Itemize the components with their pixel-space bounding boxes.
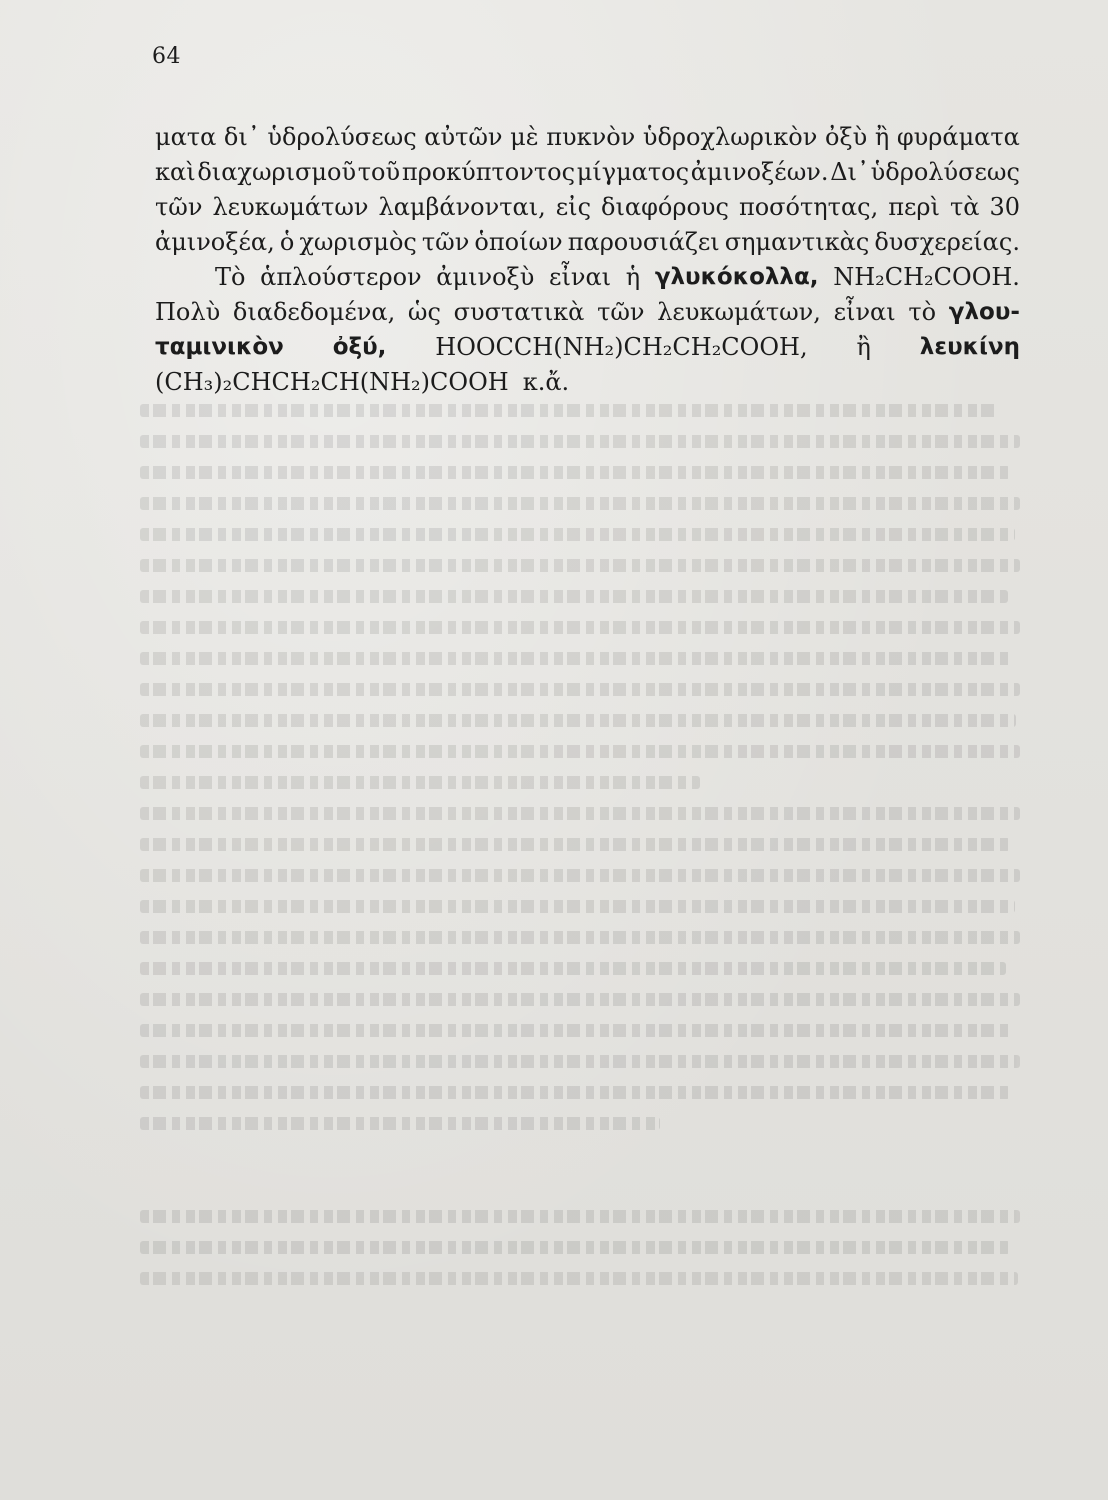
word: εἰς — [555, 193, 592, 221]
word: ὀξὺ — [824, 123, 868, 151]
word: τὸ — [908, 298, 937, 326]
word: παρουσιάζει — [567, 228, 720, 256]
word: ἢ — [856, 333, 871, 361]
word: περὶ — [888, 193, 940, 221]
word: κ.ἄ. — [522, 368, 570, 396]
word: διαδεδομένα, — [232, 298, 396, 326]
text-line-2 — [155, 155, 1020, 190]
word: λευκωμάτων — [212, 193, 369, 221]
word: τῶν — [155, 193, 203, 221]
word: αὐτῶν — [424, 123, 503, 151]
word: εἶναι — [549, 263, 612, 291]
bleed-through-text — [140, 395, 1020, 1315]
text-line-7 — [155, 330, 1020, 365]
text-line-8 — [155, 365, 1020, 400]
bold-term: γλου- — [948, 299, 1020, 325]
word: ὑδροχλωρικὸν — [642, 123, 818, 151]
word: χωρισμὸς — [299, 228, 417, 256]
text-line-1 — [155, 120, 1020, 155]
word: ὁ — [279, 228, 295, 256]
bold-term: ταμινικὸν — [155, 334, 284, 360]
word: συστατικὰ — [453, 298, 585, 326]
word: δι᾿ — [223, 123, 260, 151]
word: ὑδρολύσεως — [870, 158, 1020, 186]
bold-term: λευκίνη — [919, 334, 1020, 360]
body-text — [155, 120, 1020, 400]
chemical-formula: (CH₃)₂CHCH₂CH(NH₂)COOH — [155, 368, 509, 396]
word: ὁποίων — [474, 228, 563, 256]
bold-term: γλυκόκολλα, — [654, 264, 819, 290]
word: Τὸ — [215, 263, 246, 291]
word: σημαντικὰς — [724, 228, 870, 256]
text-line-3 — [155, 190, 1020, 225]
word: ἢ — [874, 123, 890, 151]
word: ἀμινοξέων. — [690, 158, 829, 186]
word: 30 — [989, 193, 1020, 221]
word: ὑδρολύσεως — [267, 123, 417, 151]
word: εἶναι — [833, 298, 896, 326]
word: ματα — [155, 123, 217, 151]
word: ἁπλούστερον — [260, 263, 422, 291]
text-line-6 — [155, 295, 1020, 330]
word: λαμβάνονται, — [378, 193, 546, 221]
word: δυσχερείας. — [874, 228, 1020, 256]
chemical-formula: HOOCCH(NH₂)CH₂CH₂COOH, — [435, 333, 808, 361]
word: ὡς — [407, 298, 441, 326]
word: μὲ — [510, 123, 539, 151]
word: πυκνὸν — [546, 123, 636, 151]
word: ἀμινοξὺ — [436, 263, 535, 291]
chemical-formula: NH₂CH₂COOH. — [833, 263, 1020, 291]
word: τῶν — [597, 298, 645, 326]
word: διαχωρισμοῦ — [197, 158, 357, 186]
word: τῶν — [421, 228, 470, 256]
word: μίγματος — [576, 158, 690, 186]
word: Πολὺ — [155, 298, 221, 326]
word: τὰ — [949, 193, 980, 221]
word: ἀμινοξέα, — [155, 228, 275, 256]
word: προκύπτοντος — [401, 158, 576, 186]
word: διαφόρους — [601, 193, 729, 221]
word: ποσότητας, — [738, 193, 879, 221]
word: καὶ — [155, 158, 196, 186]
text-line-5 — [155, 260, 1020, 295]
text-line-4 — [155, 225, 1020, 260]
word: ἡ — [625, 263, 641, 291]
page-number: 64 — [152, 44, 181, 69]
bold-term: ὀξύ, — [332, 334, 387, 360]
word: φυράματα — [896, 123, 1020, 151]
word: Δι᾿ — [830, 158, 869, 186]
word: τοῦ — [357, 158, 401, 186]
word: λευκωμάτων, — [657, 298, 821, 326]
